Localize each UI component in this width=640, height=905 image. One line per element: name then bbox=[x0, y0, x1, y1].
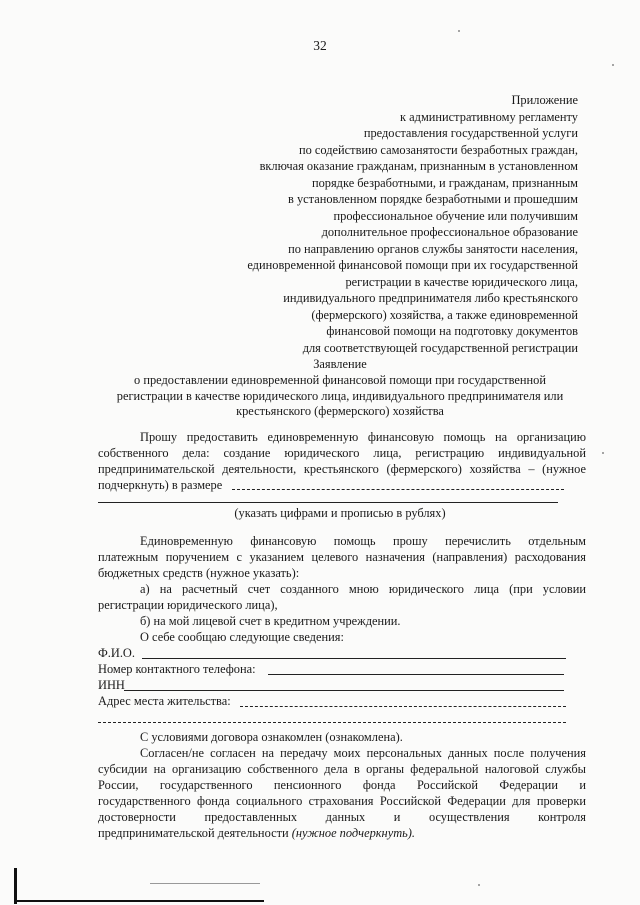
amount-field[interactable] bbox=[232, 489, 564, 490]
inn-field[interactable] bbox=[124, 690, 564, 691]
appendix-line: дополнительное профессиональное образование bbox=[321, 225, 578, 239]
request-paragraph-line: собственного дела: создание юридического лица, регистрацию индивидуальной bbox=[98, 446, 586, 460]
contract-acknowledgement: С условиями договора ознакомлен (ознакомлена). bbox=[140, 730, 403, 744]
statement-subtitle-line: о предоставлении единовременной финансовой помощи при государственной bbox=[134, 373, 546, 387]
transfer-paragraph-line: бюджетных средств (нужное указать): bbox=[98, 566, 300, 580]
consent-last-line bbox=[98, 826, 415, 841]
scan-speck bbox=[478, 884, 480, 886]
amount-field-continuation[interactable] bbox=[98, 502, 558, 503]
about-me-label: О себе сообщаю следующие сведения: bbox=[140, 630, 344, 644]
appendix-line: финансовой помощи на подготовку документов bbox=[326, 324, 578, 338]
scan-speck bbox=[612, 64, 614, 66]
address-field-continuation[interactable] bbox=[98, 722, 566, 723]
request-paragraph-line: Прошу предоставить единовременную финансовую помощь на организацию bbox=[140, 430, 586, 444]
amount-label: подчеркнуть) в размере bbox=[98, 478, 223, 492]
appendix-line: регистрации в качестве юридического лица, bbox=[345, 274, 578, 289]
page-number: 32 bbox=[313, 38, 327, 53]
request-paragraph-line: предпринимательской деятельности, крестьянского (фермерского) хозяйства – (нужное bbox=[98, 462, 586, 476]
consent-paragraph-line: субсидии на организацию собственного дела в органы федеральной налоговой службы bbox=[98, 762, 586, 776]
address-field[interactable] bbox=[240, 706, 566, 707]
transfer-paragraph-line: платежным поручением с указанием целевого назначения (направления) расходования bbox=[98, 550, 586, 564]
appendix-line: к административному регламенту bbox=[400, 109, 578, 124]
transfer-paragraph-line: Единовременную финансовую помощь прошу перечислить отдельным bbox=[140, 534, 586, 548]
fio-label: Ф.И.О. bbox=[98, 646, 135, 660]
fio-field[interactable] bbox=[142, 658, 566, 659]
appendix-line: включая оказание гражданам, признанным в установленном bbox=[259, 159, 578, 173]
appendix-line: в установленном порядке безработными и прошедшим bbox=[288, 192, 578, 206]
option-a-continuation: регистрации юридического лица), bbox=[98, 598, 278, 612]
consent-paragraph-line: Согласен/не согласен на передачу моих персональных данных после получения bbox=[140, 746, 586, 760]
option-a: а) на расчетный счет созданного мною юридического лица (при условии bbox=[140, 582, 586, 596]
appendix-line: порядке безработными, и гражданам, признанным bbox=[311, 175, 578, 190]
address-label: Адрес места жительства: bbox=[98, 694, 231, 708]
scan-artifact-line bbox=[150, 883, 260, 884]
appendix-line: для соответствующей государственной регистрации bbox=[302, 340, 578, 355]
appendix-line: профессиональное обучение или получившим bbox=[333, 208, 578, 223]
appendix-line: (фермерского) хозяйства, а также единовременной bbox=[311, 307, 578, 322]
consent-paragraph-line: государственного фонда социального страхования Российской Федерации для проверки bbox=[98, 794, 586, 808]
appendix-line: единовременной финансовой помощи при их государственной bbox=[247, 258, 578, 272]
amount-hint: (указать цифрами и прописью в рублях) bbox=[234, 506, 446, 520]
option-b: б) на мой лицевой счет в кредитном учреждении. bbox=[140, 614, 401, 628]
consent-paragraph-line: достоверности предоставленных данных и осуществления контроля bbox=[98, 810, 586, 824]
appendix-line: по направлению органов службы занятости населения, bbox=[288, 241, 578, 256]
phone-label: Номер контактного телефона: bbox=[98, 662, 256, 676]
scan-corner-mark bbox=[14, 868, 17, 904]
appendix-line: индивидуального предпринимателя либо крестьянского bbox=[283, 291, 578, 305]
appendix-title: Приложение bbox=[511, 93, 578, 107]
inn-label: ИНН bbox=[98, 678, 125, 692]
consent-paragraph-line: России, государственного пенсионного фонда Российской Федерации и bbox=[98, 778, 586, 792]
scan-corner-mark bbox=[14, 900, 264, 902]
scan-speck bbox=[602, 452, 604, 454]
statement-title: Заявление bbox=[313, 357, 367, 371]
consent-last-text: предпринимательской деятельности bbox=[98, 826, 289, 840]
appendix-line: по содействию самозанятости безработных граждан, bbox=[298, 142, 578, 157]
statement-subtitle-line: крестьянского (фермерского) хозяйства bbox=[236, 404, 444, 418]
scan-speck bbox=[458, 30, 460, 32]
phone-field[interactable] bbox=[268, 674, 564, 675]
consent-note: (нужное подчеркнуть). bbox=[291, 826, 416, 840]
appendix-line: предоставления государственной услуги bbox=[363, 126, 578, 140]
statement-subtitle-line: регистрации в качестве юридического лица, индивидуального предпринимателя или bbox=[116, 389, 564, 403]
